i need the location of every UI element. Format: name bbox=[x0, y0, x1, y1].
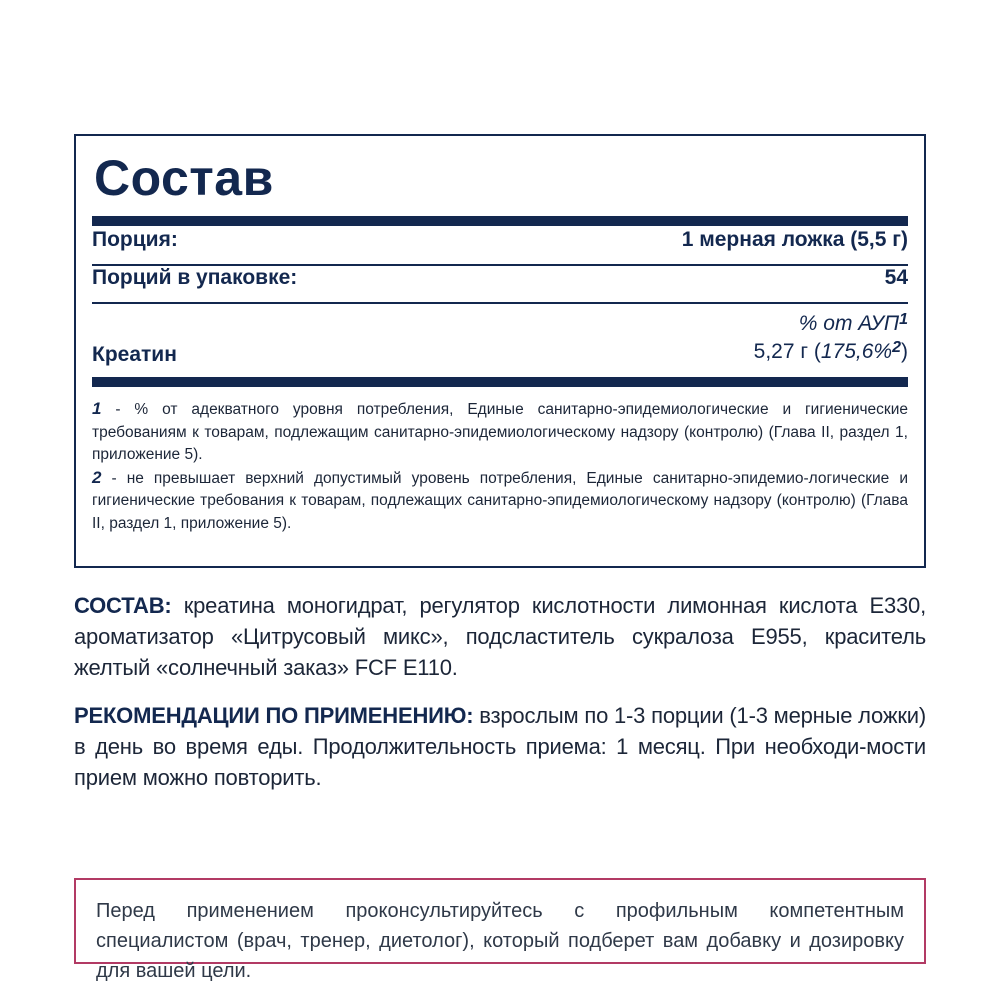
thick-divider bbox=[92, 377, 908, 387]
usage-paragraph bbox=[74, 700, 926, 793]
usage-label: РЕКОМЕНДАЦИИ ПО ПРИМЕНЕНИЮ: bbox=[74, 703, 474, 728]
servings-label: Порций в упаковке: bbox=[92, 266, 298, 289]
ingredient-name: Креатин bbox=[92, 343, 177, 366]
thick-divider bbox=[92, 216, 908, 226]
serving-label: Порция: bbox=[92, 228, 178, 251]
consultation-warning-box bbox=[74, 878, 926, 982]
warning-text: Перед применением проконсультируйтесь с профильным компетентным специалистом (врач, тренер, диетолог), который подберет вам добавку и дозировку для вашей цели. bbox=[96, 900, 904, 982]
footnote-mark: 1 bbox=[92, 399, 102, 418]
composition-label: СОСТАВ: bbox=[74, 593, 172, 618]
footnote-mark: 1 bbox=[899, 311, 908, 328]
pct-header-text: % от АУП bbox=[798, 312, 900, 335]
composition-text: креатина моногидрат, регулятор кислотности лимонная кислота Е330, ароматизатор «Цитрусовый микс», подсластитель сукралоза Е955, краситель желтый «солнечный заказ» FCF E110. bbox=[74, 593, 926, 680]
facts-title: Состав bbox=[94, 150, 274, 206]
footnote-mark: 2 bbox=[92, 467, 102, 487]
usage-text: взрослым по 1-3 порции (1-3 мерные ложки) в день во время еды. Продолжительность приема: 1 месяц. При необходи-мости прием можно повторить. bbox=[74, 703, 926, 790]
footnote-mark: 2 bbox=[892, 339, 901, 356]
footnote-text: - % от адекватного уровня потребления, Единые санитарно-эпидемиологические и гигиенические требованиям к товарам, подлежащим санитарно-эпидемиологическому надзору (контролю) (Глава II, раздел 1, приложение 5). bbox=[92, 401, 908, 463]
composition-facts-panel bbox=[74, 134, 926, 568]
footnote bbox=[92, 467, 908, 536]
composition-paragraph bbox=[74, 590, 926, 683]
thin-divider bbox=[92, 302, 908, 304]
amount-text: 5,27 г ( bbox=[753, 340, 821, 363]
ingredient-amount bbox=[754, 310, 908, 366]
footnotes bbox=[92, 398, 908, 535]
footnote bbox=[92, 398, 908, 467]
amount-close: ) bbox=[901, 340, 908, 363]
servings-value: 54 bbox=[884, 266, 908, 289]
pct-header bbox=[754, 310, 908, 338]
ingredient-amount-value bbox=[754, 338, 908, 366]
pct-value: 175,6% bbox=[820, 340, 893, 363]
serving-value: 1 мерная ложка (5,5 г) bbox=[681, 228, 908, 251]
footnote-text: - не превышает верхний допустимый уровень потребления, Единые санитарно-эпидемио-логические и гигиенические требования к товарам, подлежащих санитарно-эпидемиологическому надзору (контролю) (Глава II, раздел 1, приложение 5). bbox=[92, 469, 908, 532]
